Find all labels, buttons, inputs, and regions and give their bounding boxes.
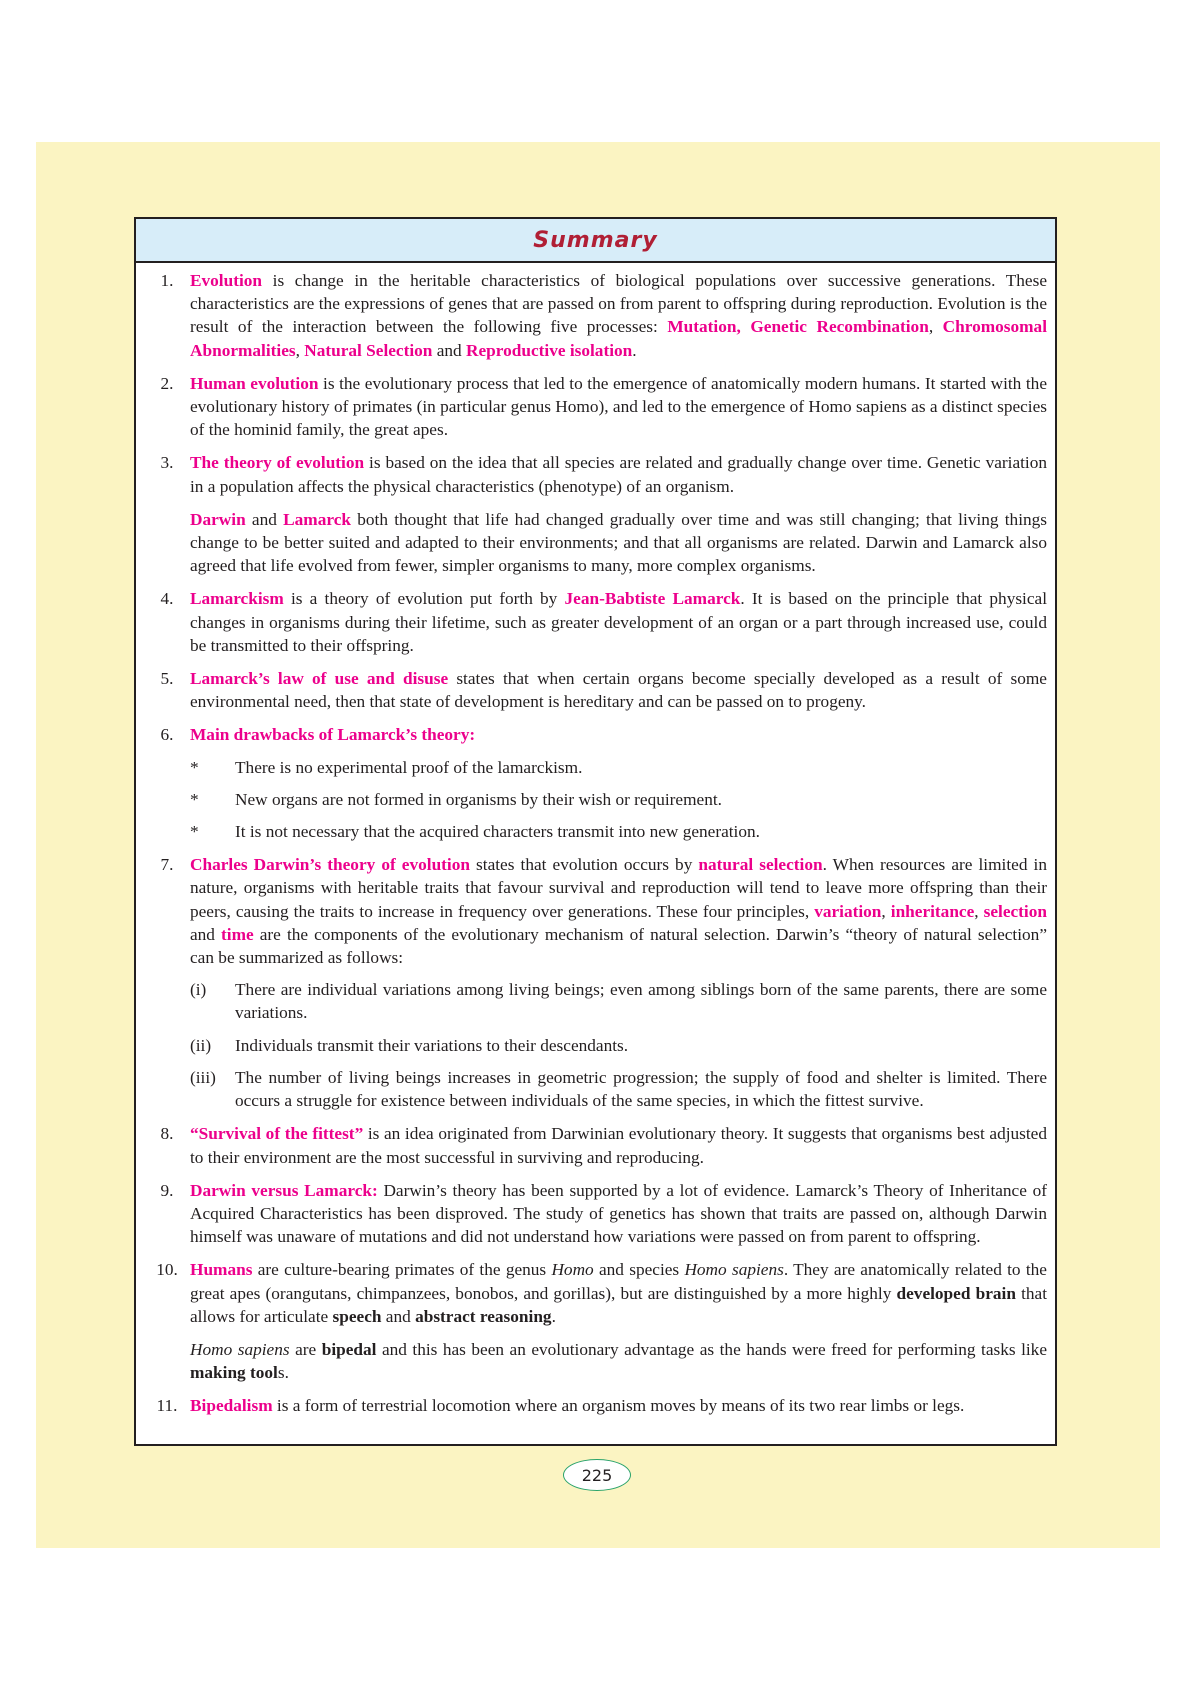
bullet-item: * There is no experimental proof of the lamarckism. [190,757,583,777]
summary-item-4: 4. Lamarckism is a theory of evolution put forth by Jean-Babtiste Lamarck. It is based on the principle that physical changes in organisms during their lifetime, such as greater development of an organ or a part through increased use, could be transmitted to their offspring. [160,589,1047,655]
bullet-item: * It is not necessary that the acquired characters transmit into new generation. [190,822,760,842]
summary-item-8: 8. “Survival of the fittest” is an idea originated from Darwinian evolutionary theory. It suggests that organisms best adjusted to their environment are the most successful in surviving and reproducing. [160,1124,1047,1167]
summary-item-2: 2. Human evolution is the evolutionary process that led to the emergence of anatomically modern humans. It started with the evolutionary history of primates (in particular genus Homo), and led to the emergence of Homo sapiens as a distinct species of the hominid family, the great apes. [160,373,1047,440]
summary-item-3: 3. The theory of evolution is based on the idea that all species are related and gradually change over time. Genetic variation in a population affects the physical characteristics (phenotype) of an organism. Darwin and Lamarck both thought that life had changed gradually over time and was still changing; that living things change to be better suited and adapted to their environments; and that all organisms are related. Darwin and Lamarck also agreed that life evolved from fewer, simpler organisms to many, more complex organisms. [160,453,1048,576]
summary-item-10: 10. Humans are culture-bearing primates of the genus Homo and species Homo sapiens. They are anatomically related to the great apes (orangutans, chimpanzees, bonobos, and gorillas), but are distinguished by a more highly developed brain that allows for articulate speech and abstract reasoning. Homo sapiens are bipedal and this has been an evolutionary advantage as the hands were freed for performing tasks like making tools. [156,1260,1047,1383]
bullet-item: * New organs are not formed in organisms by their wish or requirement. [190,789,722,809]
summary-item-1: 1. Evolution is change in the heritable characteristics of biological populations over successive generations. These characteristics are the expressions of genes that are passed on from parent to offspring during reproduction. Evolution is the result of the interaction between the following five processes: Mutation, Genetic Recombination, Chromosomal Abnormalities, Natural Selection and Reproductive isolation. [160,271,1048,360]
summary-item-9: 9. Darwin versus Lamarck: Darwin’s theory has been supported by a lot of evidence. Lamarck’s Theory of Inheritance of Acquired Characteristics has been disproved. The study of genetics has shown that traits are passed on, although Darwin himself was unaware of mutations and did not understand how variations were passed on from parent to offspring. [160,1180,1047,1247]
page-number: 225 [563,1459,631,1491]
summary-item-7: 7. Charles Darwin’s theory of evolution states that evolution occurs by natural selection. When resources are limited in nature, organisms with heritable traits that favour survival and reproduction will tend to leave more offspring than their peers, causing the traits to increase in frequency over generations. These four principles, variation, inheritance, selection and time are the components of the evolutionary mechanism of natural selection. Darwin’s “theory of natural selection” can be summarized as follows: (i) There are individual variations among living beings; even among siblings born of the same parents, there are some variations. (ii) Individuals transmit their variations to their descendants. (iii) The number of living beings increases in geometric progression; the supply of food and shelter is limited. There occurs a struggle for existence between individuals of the same species, in which the fittest survive. [144,853,1047,1112]
summary-title: Summary [533,227,658,253]
roman-item: (i) There are individual variations among living beings; even among siblings born of the same parents, there are some variations. [190,980,1047,1023]
roman-item: (ii) Individuals transmit their variations to their descendants. [190,1035,629,1055]
summary-item-11: 11. Bipedalism is a form of terrestrial locomotion where an organism moves by means of its two rear limbs or legs. [156,1396,965,1416]
summary-box [134,217,1057,1446]
summary-content [136,263,1055,1418]
summary-item-6: 6. Main drawbacks of Lamarck’s theory: * There is no experimental proof of the lamarckism. * New organs are not formed in organisms by their wish or requirement. * It is not necessary that the acquired characters transmit into new generation. [144,723,1047,843]
summary-item-5: 5. Lamarck’s law of use and disuse states that when certain organs become specially developed as a result of some environmental need, then that state of development is hereditary and can be passed on to progeny. [160,669,1047,712]
roman-item: (iii) The number of living beings increases in geometric progression; the supply of food and shelter is limited. There occurs a struggle for existence between individuals of the same species, in which the fittest survive. [190,1067,1047,1111]
summary-header [136,219,1055,263]
